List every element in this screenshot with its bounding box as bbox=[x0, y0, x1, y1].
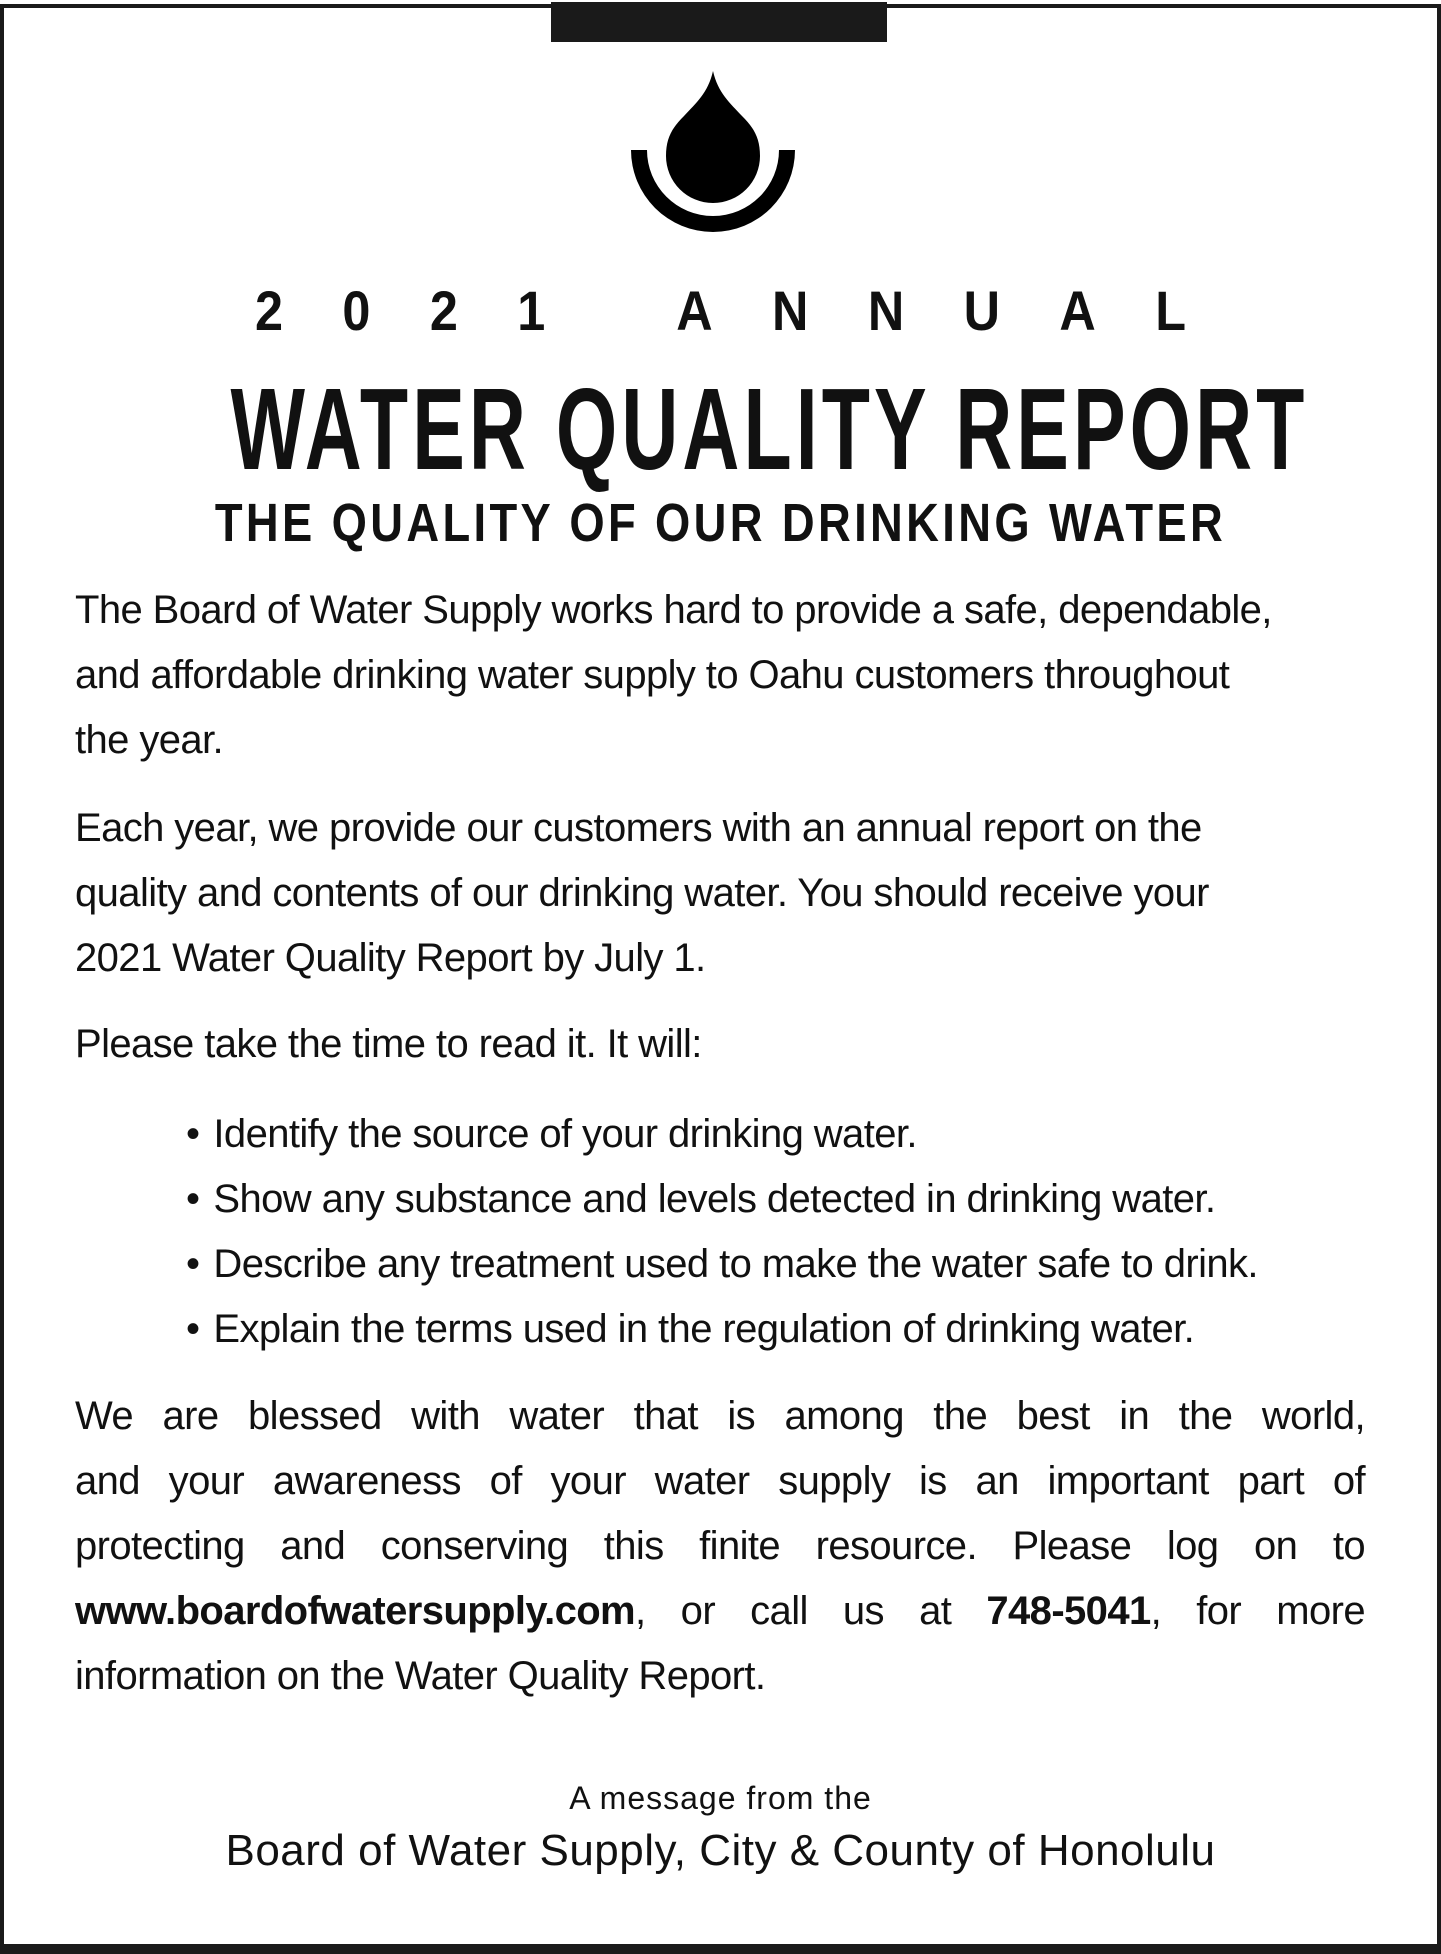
text-line: information on the Water Quality Report. bbox=[75, 1654, 766, 1698]
paragraph-intro bbox=[75, 578, 1365, 773]
text-line: Please take the time to read it. It will: bbox=[75, 1022, 702, 1066]
list-item bbox=[186, 1232, 1258, 1297]
bullet-icon: • bbox=[186, 1307, 200, 1351]
text-fragment: , or call us at bbox=[635, 1589, 952, 1633]
footer-organization: Board of Water Supply, City & County of Honolulu bbox=[225, 1826, 1216, 1875]
list-item-text: Describe any treatment used to make the water safe to drink. bbox=[213, 1242, 1258, 1286]
page-subtitle: THE QUALITY OF OUR DRINKING WATER bbox=[214, 493, 1227, 553]
phone-number[interactable]: 748-5041 bbox=[986, 1589, 1151, 1633]
list-item-text: Show any substance and levels detected in drinking water. bbox=[213, 1177, 1216, 1221]
water-drop-logo-icon bbox=[630, 68, 796, 234]
website-link[interactable]: www.boardofwatersupply.com bbox=[75, 1589, 636, 1633]
page-title: WATER QUALITY REPORT bbox=[230, 364, 1309, 494]
text-line: and your awareness of your water supply is an important part of bbox=[75, 1459, 1365, 1503]
list-item bbox=[186, 1297, 1258, 1362]
footer-intro: A message from the bbox=[569, 1780, 872, 1816]
text-line: The Board of Water Supply works hard to provide a safe, dependable, bbox=[75, 588, 1272, 632]
text-line: quality and contents of our drinking water. You should receive your bbox=[75, 871, 1209, 915]
bullet-list bbox=[186, 1102, 1258, 1362]
text-line: Each year, we provide our customers with an annual report on the bbox=[75, 806, 1202, 850]
text-line: 2021 Water Quality Report by July 1. bbox=[75, 936, 706, 980]
paragraph-read bbox=[75, 1012, 1365, 1077]
bullet-icon: • bbox=[186, 1112, 200, 1156]
paragraph-annual-report bbox=[75, 796, 1365, 991]
list-item bbox=[186, 1102, 1258, 1167]
list-item-text: Explain the terms used in the regulation of drinking water. bbox=[213, 1307, 1195, 1351]
text-line: the year. bbox=[75, 718, 224, 762]
text-line: protecting and conserving this finite resource. Please log on to bbox=[75, 1524, 1365, 1568]
list-item-text: Identify the source of your drinking water. bbox=[213, 1112, 917, 1156]
text-line: and affordable drinking water supply to Oahu customers throughout bbox=[75, 653, 1230, 697]
top-bar bbox=[551, 2, 887, 42]
text-line bbox=[75, 1579, 1365, 1644]
bullet-icon: • bbox=[186, 1177, 200, 1221]
paragraph-closing bbox=[75, 1384, 1365, 1709]
report-year-heading: 2021 ANNUAL bbox=[254, 279, 1246, 342]
bullet-icon: • bbox=[186, 1242, 200, 1286]
list-item bbox=[186, 1167, 1258, 1232]
text-line: We are blessed with water that is among the best in the world, bbox=[75, 1394, 1365, 1438]
text-fragment: , for more bbox=[1150, 1589, 1366, 1633]
